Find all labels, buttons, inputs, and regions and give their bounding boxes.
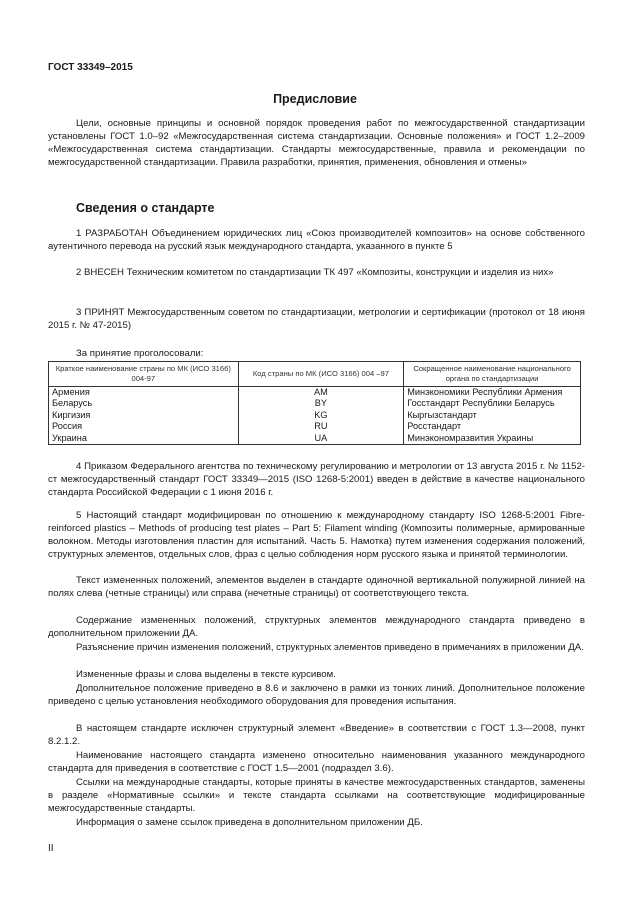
info-paragraph-1: 1 РАЗРАБОТАН Объединением юридических лиц «Союз производителей композитов» на основе собственного аутентичного перевода на русский язык международного стандарта, указанного в пункте 5 [48,228,585,252]
column-header-code: Код страны по МК (ИСО 3166) 004 –97 [238,362,404,387]
info-paragraph-9: Измененные фразы и слова выделены в тексте курсивом. [76,669,336,680]
info-paragraph-11: В настоящем стандарте исключен структурный элемент «Введение» в соответствии с ГОСТ 1.3—2008, пункт 8.2.1.2. [48,723,585,747]
info-paragraph-14: Информация о замене ссылок приведена в дополнительном приложении ДБ. [76,817,423,828]
table-row [49,421,581,432]
foreword-text: Цели, основные принципы и основной порядок проведения работ по межгосударственной стандартизации установлены ГОСТ 1.0–92 «Межгосударственная система стандартизации. Основные положения» и ГОСТ 1.2–2009 «Межгосударственная система стандартизации. Стандарты межгосударственные, правила и рекомендации по межгосударственной стандартизации. Правила разработки, принятия, применения, обновления и отмены» [48,118,585,168]
table-row [49,410,581,421]
code-cell: AM [238,387,404,399]
foreword-title: Предисловие [273,92,357,106]
country-cell: Киргизия [49,410,239,421]
info-paragraph-8: Разъяснение причин изменения положений, структурных элементов приведено в примечаниях в приложении ДА. [76,642,584,653]
info-paragraph-6: Текст измененных положений, элементов выделен в стандарте одиночной вертикальной полужирной линией на полях слева (четные страницы) или справа (нечетные страницы) от соответствующего текста. [48,575,585,599]
info-paragraph-12: Наименование настоящего стандарта изменено относительно наименования указанного международного стандарта для приведения в соответствие с ГОСТ 1.5—2001 (подраздел 3.6). [48,750,585,774]
body-cell: Росстандарт [404,421,581,432]
code-cell: RU [238,421,404,432]
column-header-country: Краткое наименование страны по МК (ИСО 3166) 004-97 [49,362,239,387]
page-number: II [48,843,54,854]
code-cell: KG [238,410,404,421]
info-paragraph-2: 2 ВНЕСЕН Техническим комитетом по стандартизации ТК 497 «Композиты, конструкции и изделия из них» [76,267,554,278]
column-header-body: Сокращенное наименование национального органа по стандартизации [404,362,581,387]
info-paragraph-10: Дополнительное положение приведено в 8.6 и заключено в рамки из тонких линий. Дополнительное положение приведено с целью установления необходимого оборудования для проведения испытания. [48,683,585,707]
table-row [49,387,581,399]
table-header-row [49,362,581,387]
body-cell: Минэкономразвития Украины [404,433,581,445]
code-cell: BY [238,398,404,409]
info-paragraph-3: 3 ПРИНЯТ Межгосударственным советом по стандартизации, метрологии и сертификации (протокол от 18 июня 2015 г. № 47-2015) [48,307,585,331]
table-row [49,433,581,445]
country-cell: Россия [49,421,239,432]
document-code: ГОСТ 33349–2015 [48,62,133,73]
country-cell: Беларусь [49,398,239,409]
body-cell: Минэкономики Республики Армения [404,387,581,399]
country-cell: Украина [49,433,239,445]
info-paragraph-5: 5 Настоящий стандарт модифицирован по отношению к международному стандарту ISO 1268-5:2001 Fibre-reinforced plastics – Methods of producing test plates – Part 5: Filament winding (Композиты полимерные, армированные волокном. Методы изготовления пластин для испытаний. Часть 5. Намотка) путем изменения содержания положений, структурных элементов, отдельных слов, фраз с целью соблюдения норм русского языка и принятой терминологии. [48,510,585,560]
table-row [49,398,581,409]
info-section-title: Сведения о стандарте [76,201,215,215]
info-paragraph-13: Ссылки на международные стандарты, которые приняты в качестве межгосударственных стандартов, заменены в разделе «Нормативные ссылки» и тексте стандарта ссылками на соответствующие модифицированные межгосударственные стандарты. [48,777,585,814]
code-cell: UA [238,433,404,445]
info-paragraph-7: Содержание измененных положений, структурных элементов международного стандарта приведено в дополнительном приложении ДА. [48,615,585,639]
info-paragraph-4: 4 Приказом Федерального агентства по техническому регулированию и метрологии от 13 августа 2015 г. № 1152-ст межгосударственный стандарт ГОСТ 33349—2015 (ISO 1268-5:2001) введен в действие в качестве национального стандарта Российской Федерации с 1 июня 2016 г. [48,461,585,498]
country-cell: Армения [49,387,239,399]
body-cell: Кыргызстандарт [404,410,581,421]
voting-states-table [48,361,581,445]
vote-label: За принятие проголосовали: [76,348,204,359]
body-cell: Госстандарт Республики Беларусь [404,398,581,409]
